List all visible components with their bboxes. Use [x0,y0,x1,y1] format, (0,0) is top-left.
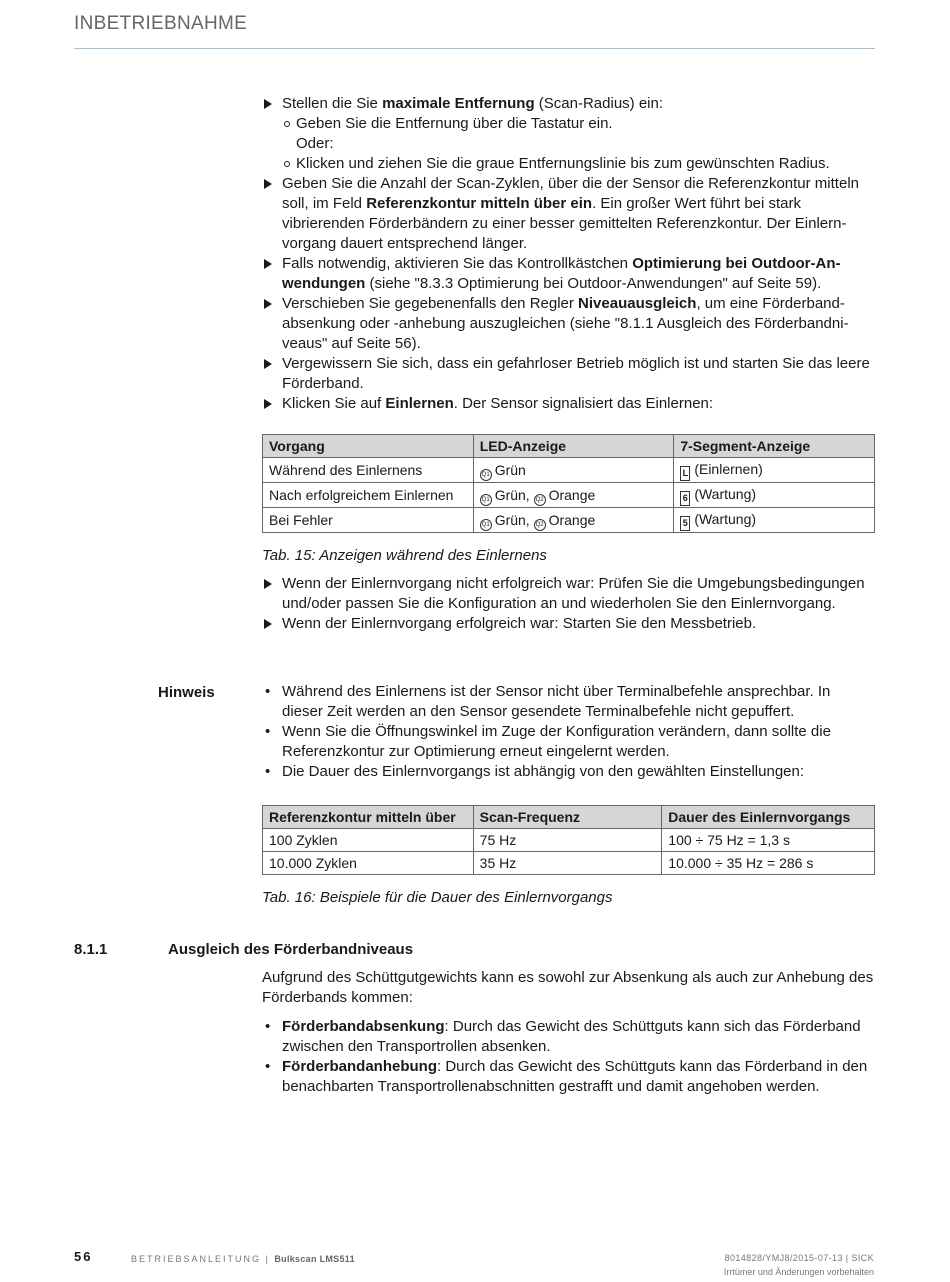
table-cell: 35 Hz [473,852,662,875]
note-label: Hinweis [158,684,215,701]
step-item: Klicken Sie auf Einlernen. Der Sensor signalisiert das Einlernen: [262,394,874,414]
table-15-container [262,434,874,533]
led-q1-icon: Q1 [480,519,492,531]
substep-item: Klicken und ziehen Sie die graue Entfernungslinie bis zum gewünschten Radius. [282,154,874,174]
table-cell: Q1 Grün, Q2 Orange [473,483,674,508]
section-item: • Förderbandanhebung: Durch das Gewicht des Schüttguts kann das Förderband in den benachbarten Transportrollenabschnitten gestrafft und damit angehoben werden. [262,1057,874,1097]
step-item: Vergewissern Sie sich, dass ein gefahrloser Betrieb möglich ist und starten Sie das leere Förderband. [262,354,874,394]
table-row [263,852,875,875]
table-cell: 100 ÷ 75 Hz = 1,3 s [662,829,875,852]
column-header: LED-Anzeige [473,435,674,458]
table-cell: Nach erfolgreichem Einlernen [263,483,474,508]
steps-list-2 [262,574,874,634]
table-row [263,483,875,508]
table-cell: Q1 Grün [473,458,674,483]
table-15 [262,434,875,533]
table-16-caption: Tab. 16: Beispiele für die Dauer des Einlernvorgangs [262,889,613,906]
section-number: 8.1.1 [74,941,108,958]
table-row [263,458,875,483]
footer-document: BETRIEBSANLEITUNG | Bulkscan LMS511 [131,1254,355,1264]
step-item: Stellen die Sie maximale Entfernung (Scan-Radius) ein: Geben Sie die Entfernung über die Tastatur ein. Oder: Klicken und ziehen Sie die graue Entfernungslinie bis zum gewünschten Radius. [262,94,874,174]
section-title: Ausgleich des Förderbandniveaus [168,941,414,958]
chapter-header: INBETRIEBNAHME [74,13,248,34]
column-header: Vorgang [263,435,474,458]
table-cell: 6 (Wartung) [674,483,875,508]
table-cell: 5 (Wartung) [674,508,875,533]
column-header: 7-Segment-Anzeige [674,435,875,458]
note-item: • Während des Einlernens ist der Sensor nicht über Terminalbefehle ansprechbar. In dieser Zeit werden an den Sensor gesendete Terminalbefehle nicht gepuffert. [262,682,874,722]
table-header-row [263,435,875,458]
table-cell: 75 Hz [473,829,662,852]
led-q2-icon: Q2 [534,519,546,531]
substep-oder: Oder: [296,135,334,152]
seven-segment-icon: 5 [680,516,690,531]
section-item: • Förderbandabsenkung: Durch das Gewicht des Schüttguts kann sich das Förderband zwischen den Transportrollen absenken. [262,1017,874,1057]
led-q1-icon: Q1 [480,494,492,506]
note-item: • Die Dauer des Einlernvorgangs ist abhängig von den gewählten Einstellungen: [262,762,874,782]
note-list [262,682,874,782]
table-header-row [263,806,875,829]
led-q1-icon: Q1 [480,469,492,481]
steps-list-1 [262,94,874,414]
table-16-container [262,805,874,875]
table-16 [262,805,875,875]
table-cell: 10.000 Zyklen [263,852,474,875]
table-cell: Q1 Grün, Q2 Orange [473,508,674,533]
table-cell: Während des Einlernens [263,458,474,483]
table-row [263,829,875,852]
substep-list [282,114,874,174]
column-header: Dauer des Einlernvorgangs [662,806,875,829]
table-cell: L (Einlernen) [674,458,875,483]
footer-code: 8014828/YMJ8/2015-07-13 | SICK [724,1253,874,1263]
header-divider [74,48,875,49]
table-row [263,508,875,533]
table-cell: 10.000 ÷ 35 Hz = 286 s [662,852,875,875]
seven-segment-icon: 6 [680,491,690,506]
step-item: Falls notwendig, aktivieren Sie das Kontrollkästchen Optimierung bei Outdoor-Anwendungen (siehe "8.3.3 Optimierung bei Outdoor-Anwendungen" auf Seite 59). [262,254,874,294]
led-q2-icon: Q2 [534,494,546,506]
section-intro: Aufgrund des Schüttgutgewichts kann es sowohl zur Absenkung als auch zur Anhebung des Förderbands kommen: [262,969,874,1006]
column-header: Scan-Frequenz [473,806,662,829]
substep-item: Geben Sie die Entfernung über die Tastatur ein. [282,114,874,134]
step-item: Wenn der Einlernvorgang nicht erfolgreich war: Prüfen Sie die Umgebungsbedingungen und/oder passen Sie die Konfiguration an und wiederholen Sie den Einlernvorgang. [262,574,874,614]
seven-segment-icon: L [680,466,690,481]
column-header: Referenzkontur mitteln über [263,806,474,829]
footer-note: Irrtümer und Änderungen vorbehalten [723,1267,874,1277]
table-cell: Bei Fehler [263,508,474,533]
table-cell: 100 Zyklen [263,829,474,852]
section-list [262,1017,874,1097]
page-number: 56 [74,1249,93,1264]
table-15-caption: Tab. 15: Anzeigen während des Einlernens [262,547,547,564]
step-item: Geben Sie die Anzahl der Scan-Zyklen, über die der Sensor die Referenzkontur mitteln soll, im Feld Referenzkontur mitteln über ein. Ein großer Wert führt bei stark vibrierenden Förderbändern zu einer besser gemittelten Referenzkontur. Der Einlernvorgang dauert entsprechend länger. [262,174,874,254]
step-item: Verschieben Sie gegebenenfalls den Regler Niveauausgleich, um eine Förderbandabsenkung oder -anhebung auszugleichen (siehe "8.1.1 Ausgleich des Förderbandniveaus" auf Seite 56). [262,294,874,354]
note-item: • Wenn Sie die Öffnungswinkel im Zuge der Konfiguration verändern, dann sollte die Referenzkontur zur Optimierung erneut eingelernt werden. [262,722,874,762]
step-item: Wenn der Einlernvorgang erfolgreich war: Starten Sie den Messbetrieb. [262,614,874,634]
